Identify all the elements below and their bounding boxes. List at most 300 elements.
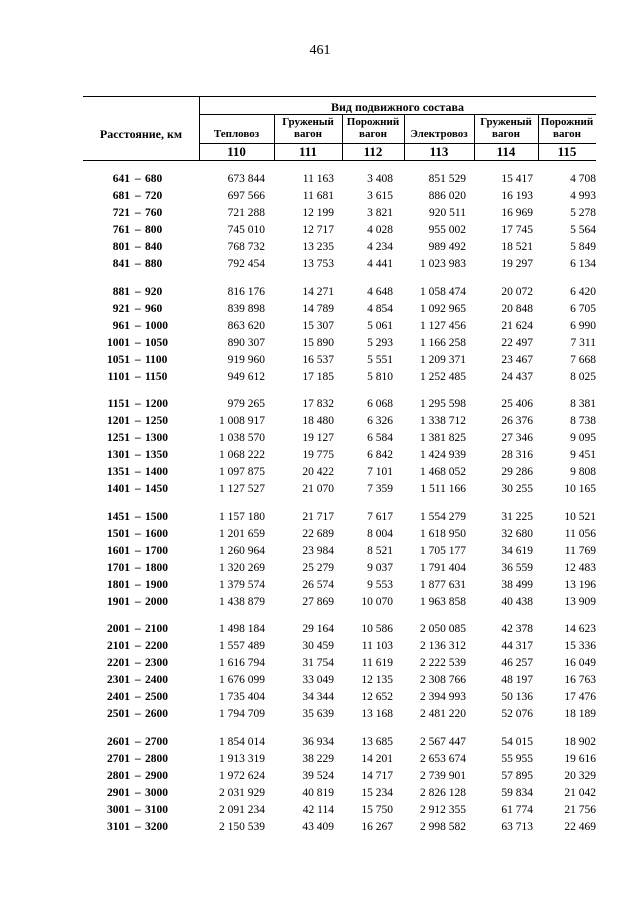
cell-114: 18 521 bbox=[501, 241, 533, 253]
cell-111: 15 307 bbox=[302, 319, 334, 332]
distance-to: 1300 bbox=[145, 432, 168, 444]
cell-111: 12 199 bbox=[302, 207, 334, 219]
cell-111: 25 279 bbox=[302, 561, 334, 574]
cell-115: 7 668 bbox=[570, 353, 596, 366]
cell-114: 16 969 bbox=[501, 207, 533, 219]
distance-from: 2601 bbox=[107, 735, 130, 748]
cell-115: 17 476 bbox=[564, 691, 596, 703]
cell-113: 2 826 128 bbox=[420, 786, 466, 799]
distance-from: 721 bbox=[112, 207, 130, 219]
cell-115: 13 196 bbox=[564, 578, 596, 591]
cell-112: 14 717 bbox=[361, 769, 393, 782]
cell-112: 6 326 bbox=[367, 415, 393, 427]
cell-110: 1 854 014 bbox=[219, 735, 265, 748]
distance-to: 1050 bbox=[145, 336, 168, 349]
table-row bbox=[0, 819, 640, 836]
distance-from: 641 bbox=[112, 173, 130, 185]
distance-from: 681 bbox=[112, 190, 130, 202]
distance-dash: – bbox=[135, 561, 141, 574]
distance-dash: – bbox=[135, 336, 141, 349]
cell-115: 13 909 bbox=[564, 595, 596, 608]
distance-from: 1051 bbox=[107, 353, 130, 366]
distance-to: 2300 bbox=[145, 657, 168, 669]
table-row bbox=[0, 802, 640, 819]
cell-112: 14 201 bbox=[361, 752, 393, 765]
distance-dash: – bbox=[135, 691, 141, 703]
cell-110: 1 676 099 bbox=[219, 674, 265, 686]
distance-dash: – bbox=[135, 285, 141, 298]
distance-dash: – bbox=[135, 449, 141, 461]
cell-113: 2 998 582 bbox=[420, 820, 466, 833]
cell-113: 1 127 456 bbox=[420, 319, 466, 332]
cell-110: 1 008 917 bbox=[219, 415, 265, 427]
cell-115: 16 763 bbox=[564, 674, 596, 686]
cell-111: 13 753 bbox=[302, 258, 334, 270]
distance-from: 2801 bbox=[107, 769, 130, 782]
cell-112: 11 103 bbox=[361, 640, 393, 652]
distance-to: 920 bbox=[145, 285, 163, 298]
cell-110: 1 097 875 bbox=[219, 466, 265, 478]
distance-dash: – bbox=[135, 595, 141, 608]
cell-110: 949 612 bbox=[227, 370, 265, 383]
cell-113: 1 963 858 bbox=[420, 595, 466, 608]
cell-113: 1 092 965 bbox=[420, 302, 466, 315]
table-row bbox=[0, 188, 640, 205]
cell-111: 33 049 bbox=[302, 674, 334, 686]
cell-113: 1 338 712 bbox=[420, 415, 466, 427]
cell-115: 21 042 bbox=[564, 786, 596, 799]
cell-113: 2 222 539 bbox=[420, 657, 466, 669]
distance-to: 840 bbox=[145, 241, 163, 253]
cell-111: 40 819 bbox=[302, 786, 334, 799]
table-row bbox=[0, 594, 640, 611]
cell-112: 6 068 bbox=[367, 398, 393, 410]
cell-112: 15 234 bbox=[361, 786, 393, 799]
cell-114: 44 317 bbox=[501, 640, 533, 652]
cell-112: 3 821 bbox=[367, 207, 393, 219]
cell-113: 1 295 598 bbox=[420, 398, 466, 410]
cell-115: 10 165 bbox=[564, 483, 596, 495]
cell-111: 14 789 bbox=[302, 302, 334, 315]
cell-113: 989 492 bbox=[428, 241, 466, 253]
distance-to: 1900 bbox=[145, 578, 168, 591]
cell-114: 23 467 bbox=[501, 353, 533, 366]
cell-110: 1 127 527 bbox=[219, 483, 265, 495]
cell-110: 816 176 bbox=[227, 285, 265, 298]
cell-111: 20 422 bbox=[302, 466, 334, 478]
cell-112: 7 617 bbox=[367, 510, 393, 523]
cell-111: 21 717 bbox=[302, 510, 334, 523]
cell-111: 17 185 bbox=[302, 370, 334, 383]
col-code-112: 112 bbox=[363, 144, 383, 159]
cell-110: 792 454 bbox=[227, 258, 265, 270]
distance-header: Расстояние, км bbox=[99, 127, 183, 141]
distance-from: 3101 bbox=[107, 820, 130, 833]
cell-110: 979 265 bbox=[227, 398, 265, 410]
cell-112: 4 441 bbox=[367, 258, 393, 270]
distance-dash: – bbox=[135, 258, 141, 270]
cell-110: 1 260 964 bbox=[219, 544, 265, 557]
cell-115: 8 025 bbox=[570, 370, 596, 383]
distance-from: 2501 bbox=[107, 708, 130, 720]
cell-113: 2 739 901 bbox=[420, 769, 466, 782]
cell-113: 1 618 950 bbox=[420, 527, 466, 540]
table-row bbox=[0, 560, 640, 577]
table-row bbox=[0, 768, 640, 785]
table-row bbox=[0, 447, 640, 464]
table-row bbox=[0, 577, 640, 594]
cell-111: 26 574 bbox=[302, 578, 334, 591]
cell-115: 14 623 bbox=[564, 623, 596, 635]
cell-113: 2 394 993 bbox=[420, 691, 466, 703]
cell-110: 1 379 574 bbox=[219, 578, 265, 591]
table-row bbox=[0, 369, 640, 386]
cell-110: 1 557 489 bbox=[219, 640, 265, 652]
group-header: Вид подвижного состава bbox=[331, 100, 464, 114]
cell-115: 11 056 bbox=[564, 527, 596, 540]
table-row bbox=[0, 205, 640, 222]
distance-dash: – bbox=[135, 578, 141, 591]
cell-113: 1 468 052 bbox=[420, 466, 466, 478]
cell-114: 38 499 bbox=[501, 578, 533, 591]
cell-112: 5 810 bbox=[367, 370, 393, 383]
cell-111: 11 681 bbox=[302, 190, 334, 202]
cell-114: 61 774 bbox=[501, 803, 533, 816]
cell-111: 42 114 bbox=[302, 803, 334, 816]
cell-113: 955 002 bbox=[428, 224, 466, 236]
col-header-110: Тепловоз bbox=[213, 128, 260, 140]
distance-from: 1351 bbox=[107, 466, 130, 478]
cell-110: 1 157 180 bbox=[219, 510, 265, 523]
distance-from: 1401 bbox=[107, 483, 130, 495]
cell-112: 4 028 bbox=[367, 224, 393, 236]
distance-dash: – bbox=[135, 241, 141, 253]
cell-112: 10 586 bbox=[361, 623, 393, 635]
distance-dash: – bbox=[135, 483, 141, 495]
distance-to: 3200 bbox=[145, 820, 168, 833]
distance-from: 1451 bbox=[107, 510, 130, 523]
distance-from: 2701 bbox=[107, 752, 130, 765]
distance-to: 2500 bbox=[145, 691, 168, 703]
distance-from: 2001 bbox=[107, 623, 130, 635]
cell-111: 12 717 bbox=[302, 224, 334, 236]
cell-115: 6 134 bbox=[570, 258, 596, 270]
cell-114: 52 076 bbox=[501, 708, 533, 720]
cell-115: 20 329 bbox=[564, 769, 596, 782]
cell-113: 1 381 825 bbox=[420, 432, 466, 444]
distance-from: 881 bbox=[112, 285, 130, 298]
table-header bbox=[83, 96, 596, 161]
table-row bbox=[0, 284, 640, 301]
col-header-112: Порожний вагон bbox=[346, 116, 400, 140]
cell-111: 36 934 bbox=[302, 735, 334, 748]
col-code-114: 114 bbox=[496, 144, 516, 159]
distance-from: 1601 bbox=[107, 544, 130, 557]
cell-114: 17 745 bbox=[501, 224, 533, 236]
cell-110: 1 913 319 bbox=[219, 752, 265, 765]
cell-115: 19 616 bbox=[564, 752, 596, 765]
table-row bbox=[0, 706, 640, 723]
cell-114: 19 297 bbox=[501, 258, 533, 270]
distance-to: 800 bbox=[145, 224, 163, 236]
table-row bbox=[0, 655, 640, 672]
cell-115: 5 849 bbox=[570, 241, 596, 253]
cell-111: 38 229 bbox=[302, 752, 334, 765]
table-row bbox=[0, 526, 640, 543]
cell-115: 5 564 bbox=[570, 224, 596, 236]
distance-to: 3000 bbox=[145, 786, 168, 799]
cell-110: 1 068 222 bbox=[219, 449, 265, 461]
col-code-115: 115 bbox=[557, 144, 577, 159]
distance-from: 1101 bbox=[107, 370, 130, 383]
cell-111: 21 070 bbox=[302, 483, 334, 495]
cell-114: 42 378 bbox=[501, 623, 533, 635]
cell-115: 6 420 bbox=[570, 285, 596, 298]
distance-to: 1500 bbox=[145, 510, 168, 523]
distance-to: 1250 bbox=[145, 415, 168, 427]
table-row bbox=[0, 481, 640, 498]
distance-from: 1801 bbox=[107, 578, 130, 591]
table-row bbox=[0, 734, 640, 751]
distance-from: 801 bbox=[112, 241, 130, 253]
cell-110: 2 150 539 bbox=[219, 820, 265, 833]
cell-112: 4 854 bbox=[367, 302, 393, 315]
cell-115: 4 708 bbox=[570, 173, 596, 185]
cell-112: 9 553 bbox=[367, 578, 393, 591]
cell-111: 43 409 bbox=[302, 820, 334, 833]
distance-to: 2000 bbox=[145, 595, 168, 608]
distance-dash: – bbox=[135, 415, 141, 427]
distance-dash: – bbox=[135, 708, 141, 720]
cell-112: 8 521 bbox=[367, 544, 393, 557]
cell-112: 8 004 bbox=[367, 527, 393, 540]
cell-112: 7 101 bbox=[367, 466, 393, 478]
cell-114: 22 497 bbox=[501, 336, 533, 349]
distance-dash: – bbox=[135, 432, 141, 444]
distance-from: 1501 bbox=[107, 527, 130, 540]
cell-111: 35 639 bbox=[302, 708, 334, 720]
table-row bbox=[0, 621, 640, 638]
table-row bbox=[0, 256, 640, 273]
table-row bbox=[0, 413, 640, 430]
distance-from: 841 bbox=[112, 258, 130, 270]
table-row bbox=[0, 689, 640, 706]
table-row bbox=[0, 785, 640, 802]
col-code-110: 110 bbox=[227, 144, 246, 159]
distance-dash: – bbox=[135, 319, 141, 332]
distance-dash: – bbox=[135, 769, 141, 782]
cell-113: 1 252 485 bbox=[420, 370, 466, 383]
table-row bbox=[0, 509, 640, 526]
distance-dash: – bbox=[135, 527, 141, 540]
distance-dash: – bbox=[135, 302, 141, 315]
distance-from: 961 bbox=[112, 319, 130, 332]
cell-114: 25 406 bbox=[501, 398, 533, 410]
cell-112: 6 842 bbox=[367, 449, 393, 461]
cell-112: 10 070 bbox=[361, 595, 393, 608]
table-row bbox=[0, 751, 640, 768]
cell-115: 6 705 bbox=[570, 302, 596, 315]
cell-113: 851 529 bbox=[428, 173, 466, 185]
distance-to: 680 bbox=[145, 173, 163, 185]
distance-from: 921 bbox=[112, 302, 130, 315]
cell-110: 919 960 bbox=[227, 353, 265, 366]
cell-114: 20 072 bbox=[501, 285, 533, 298]
table-row bbox=[0, 318, 640, 335]
cell-113: 1 877 631 bbox=[420, 578, 466, 591]
cell-111: 11 163 bbox=[302, 173, 334, 185]
cell-114: 36 559 bbox=[501, 561, 533, 574]
distance-dash: – bbox=[135, 786, 141, 799]
cell-114: 48 197 bbox=[501, 674, 533, 686]
cell-111: 19 127 bbox=[302, 432, 334, 444]
cell-114: 24 437 bbox=[501, 370, 533, 383]
cell-115: 11 769 bbox=[564, 544, 596, 557]
table-row bbox=[0, 301, 640, 318]
cell-114: 16 193 bbox=[501, 190, 533, 202]
cell-110: 1 438 879 bbox=[219, 595, 265, 608]
cell-115: 16 049 bbox=[564, 657, 596, 669]
cell-111: 17 832 bbox=[302, 398, 334, 410]
distance-dash: – bbox=[135, 820, 141, 833]
cell-114: 21 624 bbox=[501, 319, 533, 332]
cell-111: 34 344 bbox=[302, 691, 334, 703]
distance-from: 1251 bbox=[107, 432, 130, 444]
distance-dash: – bbox=[135, 803, 141, 816]
cell-110: 839 898 bbox=[227, 302, 265, 315]
col-header-111: Груженый вагон bbox=[282, 116, 334, 140]
distance-to: 1000 bbox=[145, 319, 168, 332]
cell-112: 3 408 bbox=[367, 173, 393, 185]
cell-114: 27 346 bbox=[501, 432, 533, 444]
cell-115: 9 451 bbox=[570, 449, 596, 461]
cell-113: 1 023 983 bbox=[420, 258, 466, 270]
distance-from: 1201 bbox=[107, 415, 130, 427]
cell-115: 21 756 bbox=[564, 803, 596, 816]
cell-112: 11 619 bbox=[361, 657, 393, 669]
cell-111: 27 869 bbox=[302, 595, 334, 608]
cell-114: 59 834 bbox=[501, 786, 533, 799]
cell-113: 1 209 371 bbox=[420, 353, 466, 366]
cell-113: 2 912 355 bbox=[420, 803, 466, 816]
cell-110: 1 498 184 bbox=[219, 623, 265, 635]
table-row bbox=[0, 396, 640, 413]
cell-114: 55 955 bbox=[501, 752, 533, 765]
cell-110: 2 091 234 bbox=[219, 803, 265, 816]
cell-111: 31 754 bbox=[302, 657, 334, 669]
cell-112: 6 584 bbox=[367, 432, 393, 444]
cell-114: 28 316 bbox=[501, 449, 533, 461]
cell-111: 16 537 bbox=[302, 353, 334, 366]
distance-dash: – bbox=[135, 370, 141, 383]
cell-111: 18 480 bbox=[302, 415, 334, 427]
distance-from: 3001 bbox=[107, 803, 130, 816]
cell-110: 1 201 659 bbox=[219, 527, 265, 540]
distance-dash: – bbox=[135, 674, 141, 686]
distance-to: 3100 bbox=[145, 803, 168, 816]
cell-114: 26 376 bbox=[501, 415, 533, 427]
distance-to: 2200 bbox=[145, 640, 168, 652]
cell-112: 3 615 bbox=[367, 190, 393, 202]
cell-110: 1 735 404 bbox=[219, 691, 265, 703]
cell-112: 7 359 bbox=[367, 483, 393, 495]
cell-113: 2 050 085 bbox=[420, 623, 466, 635]
cell-115: 5 278 bbox=[570, 207, 596, 219]
cell-115: 9 808 bbox=[570, 466, 596, 478]
cell-114: 57 895 bbox=[501, 769, 533, 782]
cell-111: 30 459 bbox=[302, 640, 334, 652]
cell-110: 673 844 bbox=[227, 173, 265, 185]
distance-from: 1701 bbox=[107, 561, 130, 574]
distance-to: 1800 bbox=[145, 561, 168, 574]
cell-113: 1 791 404 bbox=[420, 561, 466, 574]
cell-110: 1 038 570 bbox=[219, 432, 265, 444]
table-row bbox=[0, 543, 640, 560]
cell-110: 697 566 bbox=[227, 190, 265, 202]
distance-to: 880 bbox=[145, 258, 163, 270]
cell-114: 34 619 bbox=[501, 544, 533, 557]
distance-to: 2400 bbox=[145, 674, 168, 686]
distance-dash: – bbox=[135, 752, 141, 765]
cell-114: 31 225 bbox=[501, 510, 533, 523]
distance-to: 720 bbox=[145, 190, 163, 202]
cell-112: 9 037 bbox=[367, 561, 393, 574]
cell-112: 4 234 bbox=[367, 241, 393, 253]
cell-114: 46 257 bbox=[501, 657, 533, 669]
distance-dash: – bbox=[135, 353, 141, 366]
distance-dash: – bbox=[135, 173, 141, 185]
cell-114: 20 848 bbox=[501, 302, 533, 315]
cell-110: 745 010 bbox=[227, 224, 265, 236]
cell-111: 22 689 bbox=[302, 527, 334, 540]
cell-114: 63 713 bbox=[501, 820, 533, 833]
distance-to: 1150 bbox=[145, 370, 168, 383]
distance-dash: – bbox=[135, 510, 141, 523]
cell-114: 40 438 bbox=[501, 595, 533, 608]
distance-dash: – bbox=[135, 207, 141, 219]
distance-to: 1400 bbox=[145, 466, 168, 478]
cell-115: 12 483 bbox=[564, 561, 596, 574]
cell-115: 22 469 bbox=[564, 820, 596, 833]
distance-from: 761 bbox=[112, 224, 130, 236]
table-row bbox=[0, 430, 640, 447]
cell-113: 1 424 939 bbox=[420, 449, 466, 461]
cell-115: 9 095 bbox=[570, 432, 596, 444]
table-row bbox=[0, 239, 640, 256]
cell-113: 2 308 766 bbox=[420, 674, 466, 686]
distance-to: 2800 bbox=[145, 752, 168, 765]
cell-110: 863 620 bbox=[227, 319, 265, 332]
cell-114: 30 255 bbox=[501, 483, 533, 495]
distance-to: 2700 bbox=[145, 735, 168, 748]
distance-from: 1901 bbox=[107, 595, 130, 608]
cell-113: 1 511 166 bbox=[420, 483, 466, 495]
distance-dash: – bbox=[135, 544, 141, 557]
distance-from: 1151 bbox=[107, 398, 130, 410]
cell-113: 2 567 447 bbox=[420, 735, 466, 748]
cell-113: 1 166 258 bbox=[420, 336, 466, 349]
distance-to: 1200 bbox=[145, 398, 168, 410]
distance-from: 2301 bbox=[107, 674, 130, 686]
distance-to: 2600 bbox=[145, 708, 168, 720]
cell-115: 10 521 bbox=[564, 510, 596, 523]
distance-dash: – bbox=[135, 190, 141, 202]
cell-112: 5 061 bbox=[367, 319, 393, 332]
cell-111: 29 164 bbox=[302, 623, 334, 635]
cell-112: 13 685 bbox=[361, 735, 393, 748]
cell-111: 39 524 bbox=[302, 769, 334, 782]
cell-115: 15 336 bbox=[564, 640, 596, 652]
